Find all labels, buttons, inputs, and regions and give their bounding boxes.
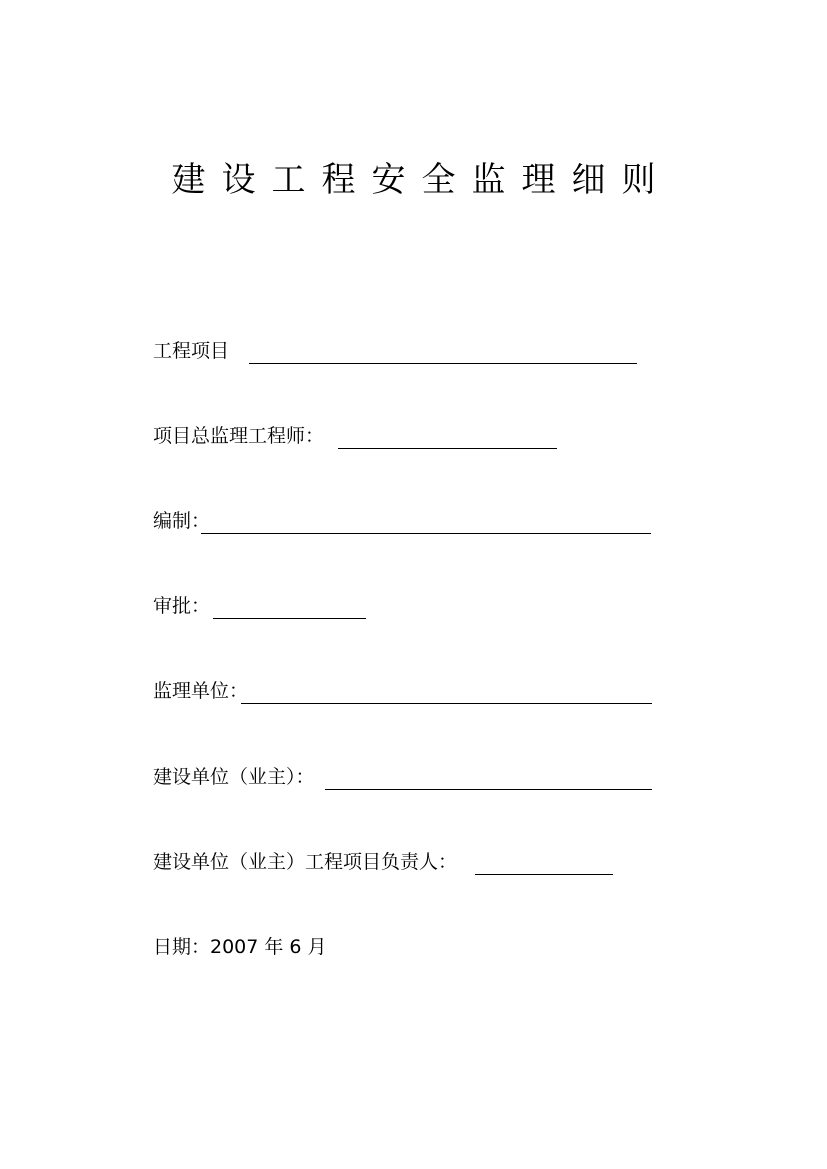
document-date: 日期：2007 年 6 月: [153, 936, 327, 958]
field-approved-by-label: 审批：: [153, 595, 211, 617]
field-approved-by-blank: [213, 618, 366, 619]
field-construction-unit: [153, 762, 653, 792]
field-project-leader-blank: [475, 874, 613, 875]
field-project-leader-label: 建设单位（业主）工程项目负责人：: [153, 851, 458, 873]
field-compiled-by-label: 编制：: [153, 510, 211, 532]
field-construction-unit-blank: [325, 789, 652, 790]
field-chief-supervisor: [153, 421, 563, 451]
field-chief-supervisor-label: 项目总监理工程师：: [153, 425, 325, 447]
field-supervision-unit-label: 监理单位：: [153, 680, 249, 702]
field-approved-by: [153, 591, 373, 621]
field-supervision-unit-blank: [241, 703, 652, 704]
field-compiled-by-blank: [201, 533, 651, 534]
field-project: [153, 336, 643, 366]
field-project-blank: [249, 363, 637, 364]
field-supervision-unit: [153, 676, 653, 706]
field-construction-unit-label: 建设单位（业主）：: [153, 766, 315, 788]
field-chief-supervisor-blank: [338, 448, 557, 449]
field-project-label: 工程项目: [153, 340, 230, 362]
field-project-leader: [153, 847, 615, 877]
document-title: 建设工程安全监理细则: [171, 159, 672, 200]
field-compiled-by: [153, 506, 653, 536]
